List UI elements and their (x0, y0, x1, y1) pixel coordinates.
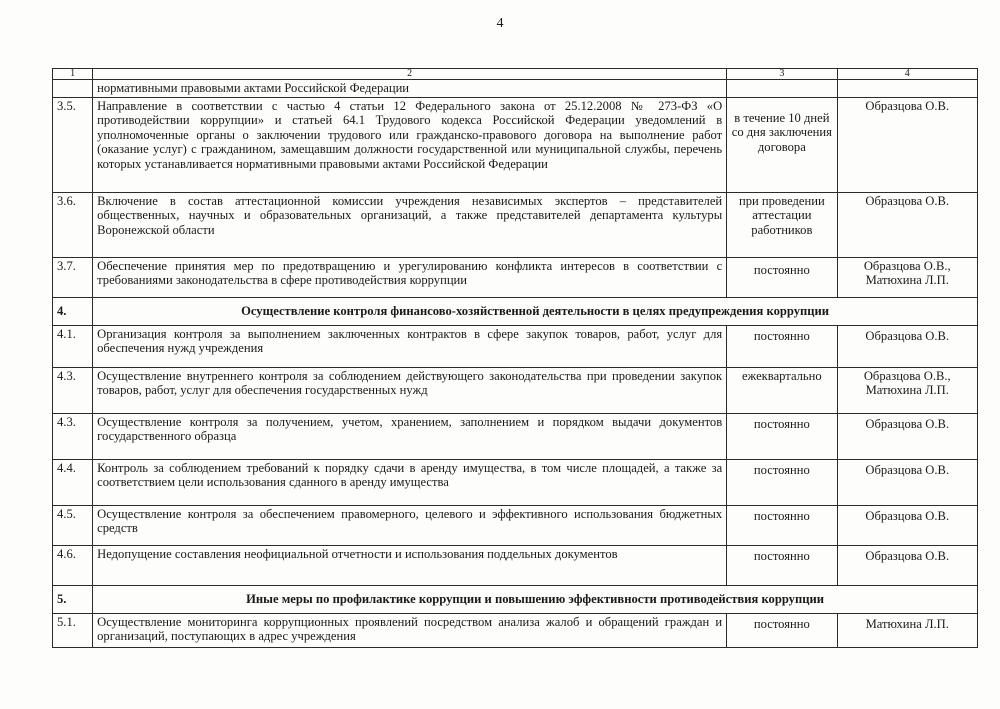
row-number: 4.6. (53, 545, 93, 585)
row-number: 3.7. (53, 257, 93, 297)
row-term: постоянно (753, 416, 810, 431)
table-row-5-1 (53, 613, 978, 647)
table-row-3-7 (53, 257, 978, 297)
row-responsible: Образцова О.В. (865, 548, 950, 563)
row-activity: Недопущение составления неофициальной отчетности и использования поддельных документов (93, 545, 727, 585)
row-activity: нормативными правовыми актами Российской Федерации (93, 80, 727, 98)
row-number: 4.4. (53, 459, 93, 505)
row-responsible: Образцова О.В. (865, 416, 950, 431)
row-number: 4.3. (53, 367, 93, 413)
row-number (53, 80, 93, 98)
column-number-row (53, 69, 978, 80)
column-number-2: 2 (93, 69, 727, 80)
row-term: постоянно (753, 508, 810, 523)
table-row-4-5 (53, 505, 978, 545)
row-number: 3.5. (53, 97, 93, 192)
row-number: 5.1. (53, 613, 93, 647)
row-number: 4.1. (53, 325, 93, 367)
row-activity: Контроль за соблюдением требований к порядку сдачи в аренду имущества, в том числе площадей, а также за соответствием цели использования сданного в аренду имущества (93, 459, 727, 505)
table-row-4-6 (53, 545, 978, 585)
row-responsible: Образцова О.В. (837, 97, 977, 192)
row-term: при проведении аттестации работников (727, 192, 837, 257)
row-term: в течение 10 дней со дня заключения договора (731, 110, 832, 154)
section-number: 5. (53, 585, 93, 613)
row-activity: Включение в состав аттестационной комиссии учреждения независимых экспертов – представителей общественных, научных и образовательных организаций, а также представителей департамента культуры Воронежской области (93, 192, 727, 257)
table-row-4-4 (53, 459, 978, 505)
section-title: Иные меры по профилактике коррупции и повышению эффективности противодействия коррупции (93, 585, 978, 613)
table-row-continuation (53, 80, 978, 98)
row-activity: Направление в соответствии с частью 4 статьи 12 Федерального закона от 25.12.2008 № 273-ФЗ «О противодействии коррупции» и статьей 64.1 Трудового кодекса Российской Федерации уведомлений в уполномоченные органы о заключении трудового или гражданско-правового договора на выполнение работ (оказание услуг) с гражданином, замещавшим должности государственной или муниципальной службы, перечень которых устанавливается нормативными правовыми актами Российской Федерации (93, 97, 727, 192)
row-term: постоянно (753, 616, 810, 631)
row-term: постоянно (753, 548, 810, 563)
row-activity: Обеспечение принятия мер по предотвращению и урегулированию конфликта интересов в соответствии с требованиями законодательства в сфере противодействия коррупции (93, 257, 727, 297)
row-term: ежеквартально (727, 367, 837, 413)
table-row-3-6 (53, 192, 978, 257)
row-activity: Осуществление контроля за получением, учетом, хранением, заполнением и порядком выдачи документов государственного образца (93, 413, 727, 459)
row-number: 4.3. (53, 413, 93, 459)
row-activity: Организация контроля за выполнением заключенных контрактов в сфере закупок товаров, работ, услуг для обеспечения нужд учреждения (93, 325, 727, 367)
row-activity: Осуществление мониторинга коррупционных проявлений посредством анализа жалоб и обращений граждан и организаций, поступающих в адрес учреждения (93, 613, 727, 647)
row-responsible: Образцова О.В., Матюхина Л.П. (837, 367, 977, 413)
row-number: 4.5. (53, 505, 93, 545)
row-responsible: Образцова О.В. (865, 462, 950, 477)
row-term (727, 80, 837, 98)
section-4-header (53, 297, 978, 325)
row-number: 3.6. (53, 192, 93, 257)
row-term: постоянно (753, 328, 810, 343)
row-activity: Осуществление контроля за обеспечением правомерного, целевого и эффективного использования бюджетных средств (93, 505, 727, 545)
row-responsible (837, 80, 977, 98)
table-row-4-3 (53, 367, 978, 413)
page-number: 4 (496, 16, 504, 31)
row-term: постоянно (753, 262, 810, 277)
row-activity: Осуществление внутреннего контроля за соблюдением действующего законодательства при проведении закупок товаров, работ, услуг для обеспечения государственных нужд (93, 367, 727, 413)
column-number-4: 4 (837, 69, 977, 80)
column-number-3: 3 (727, 69, 837, 80)
row-responsible: Образцова О.В. (865, 328, 950, 343)
column-number-1: 1 (53, 69, 93, 80)
anticorruption-plan-table (52, 68, 978, 648)
table-row-4-3-b (53, 413, 978, 459)
table-row-3-5 (53, 97, 978, 192)
row-responsible: Образцова О.В., Матюхина Л.П. (837, 257, 977, 297)
table-row-4-1 (53, 325, 978, 367)
section-number: 4. (53, 297, 93, 325)
section-5-header (53, 585, 978, 613)
row-responsible: Образцова О.В. (837, 192, 977, 257)
row-responsible: Матюхина Л.П. (865, 616, 949, 631)
row-term: постоянно (753, 462, 810, 477)
row-responsible: Образцова О.В. (865, 508, 950, 523)
section-title: Осуществление контроля финансово-хозяйственной деятельности в целях предупреждения коррупции (93, 297, 978, 325)
